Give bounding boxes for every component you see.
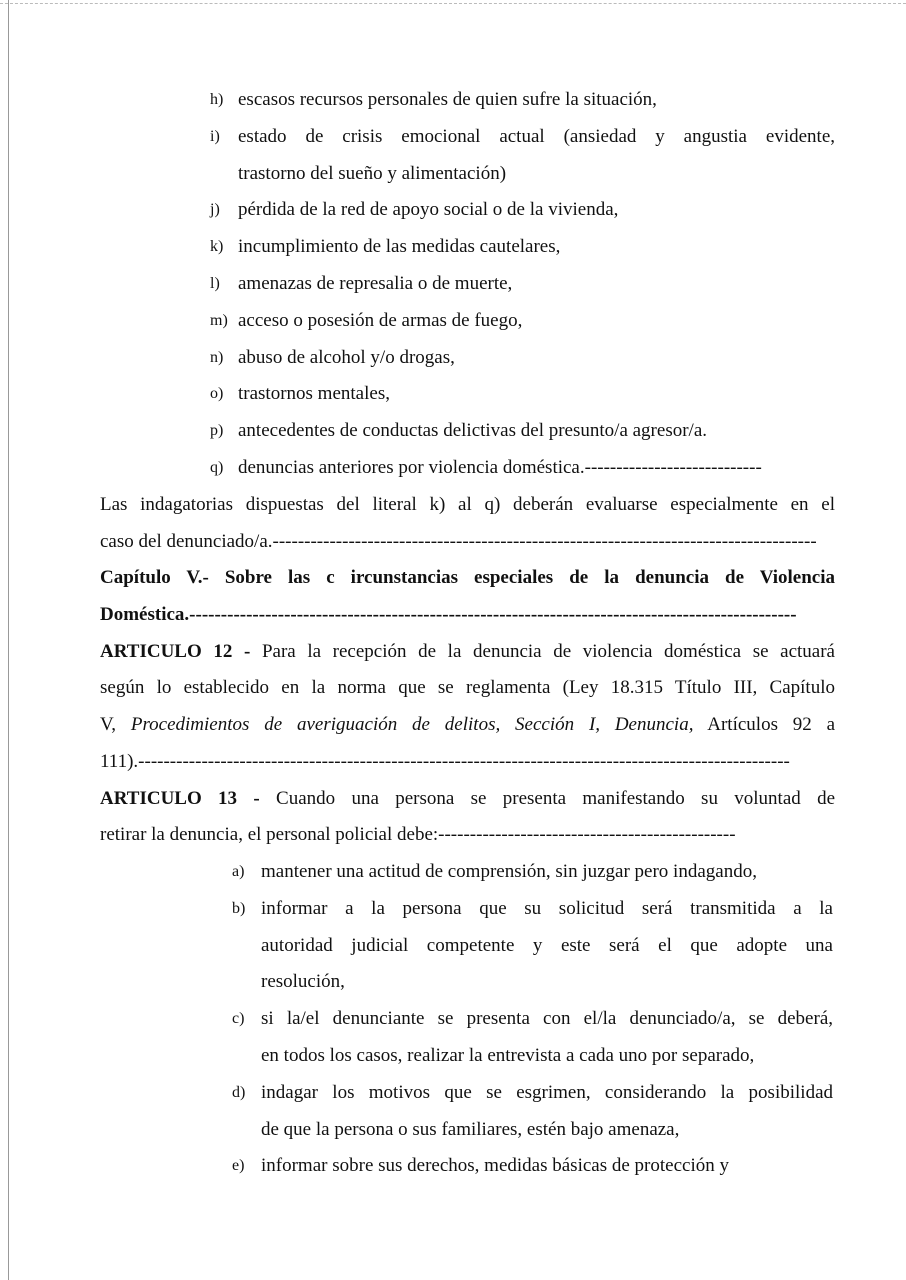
list-item-text: amenazas de represalia o de muerte, — [238, 273, 513, 294]
text: Artículos 92 a — [707, 714, 835, 735]
list-item-label: a) — [232, 863, 245, 880]
list-item-text: informar sobre sus derechos, medidas básicas de protección y — [261, 1155, 729, 1177]
list-item-label: o) — [210, 385, 224, 403]
chapter-heading: Doméstica.------------------------------------------------------------------------------------------------ — [100, 604, 797, 625]
article-12-text: Para la recepción de la denuncia de violencia doméstica se actuará — [261, 641, 835, 662]
article-12-line — [100, 713, 835, 737]
scan-top-edge — [0, 3, 906, 4]
paragraph-line: caso del denunciado/a.-------------------------------------------------------------------------------------- — [100, 531, 817, 552]
list-item-label: j) — [210, 201, 220, 219]
list-item-text: informar a la persona que su solicitud será transmitida a la — [261, 897, 833, 919]
list-item-text: mantener una actitud de comprensión, sin juzgar pero indagando, — [261, 861, 757, 882]
paragraph-line: Las indagatorias dispuestas del literal k) al q) deberán evaluarse especialmente en el — [100, 494, 835, 515]
list-item-text: escasos recursos personales de quien sufre la situación, — [238, 89, 657, 110]
scan-edge — [8, 0, 9, 1280]
list-item-label: p) — [210, 422, 224, 440]
list-item-text: si la/el denunciante se presenta con el/la denunciado/a, se deberá, — [261, 1008, 833, 1030]
list-item-label: q) — [210, 459, 224, 476]
list-item-label: k) — [210, 238, 224, 256]
article-13-line: retirar la denuncia, el personal policial debe:----------------------------------------------- — [100, 824, 736, 845]
list-item-label: c) — [232, 1010, 245, 1028]
chapter-heading: Capítulo V.- Sobre las c ircunstancias especiales de la denuncia de Violencia — [100, 567, 835, 588]
list-item-text: antecedentes de conductas delictivas del presunto/a agresor/a. — [238, 420, 707, 442]
list-item-label: i) — [210, 127, 220, 145]
list-item-text: acceso o posesión de armas de fuego, — [238, 309, 523, 331]
list-item-label: d) — [232, 1083, 246, 1101]
list-item-label: e) — [232, 1157, 245, 1175]
article-13-line — [100, 787, 835, 811]
list-item-text: denuncias anteriores por violencia doméstica.---------------------------- — [238, 457, 762, 478]
list-item-text: indagar los motivos que se esgrimen, considerando la posibilidad — [261, 1081, 833, 1103]
italic-text: Sección I, Denuncia, — [515, 714, 694, 735]
list-item-label: h) — [210, 91, 224, 108]
list-item-text: trastornos mentales, — [238, 383, 390, 405]
article-12-line: según lo establecido en la norma que se reglamenta (Ley 18.315 Título III, Capítulo — [100, 677, 835, 698]
list-item-text: estado de crisis emocional actual (ansiedad y angustia evidente, — [238, 125, 835, 147]
list-item-text: de que la persona o sus familiares, estén bajo amenaza, — [261, 1118, 680, 1140]
article-12-line: 111).------------------------------------------------------------------------------------------------------- — [100, 751, 790, 772]
list-item-text: resolución, — [261, 971, 345, 993]
list-item-text: en todos los casos, realizar la entrevista a cada uno por separado, — [261, 1045, 755, 1066]
list-item-text: trastorno del sueño y alimentación) — [238, 162, 507, 184]
article-13-heading: ARTICULO 13 - — [100, 788, 260, 809]
list-item-text: autoridad judicial competente y este será el que adopte una — [261, 934, 833, 956]
list-item-label: b) — [232, 899, 246, 917]
list-item-label: l) — [210, 275, 220, 292]
article-12-line — [100, 640, 835, 664]
italic-text: Procedimientos de averiguación de delitos, — [130, 714, 501, 735]
list-item-label: m) — [210, 311, 228, 329]
article-13-text: Cuando una persona se presenta manifestando su voluntad de — [276, 788, 835, 809]
list-item-text: pérdida de la red de apoyo social o de la vivienda, — [238, 199, 619, 221]
text: V, — [100, 714, 117, 735]
list-item-text: abuso de alcohol y/o drogas, — [238, 346, 455, 368]
list-item-text: incumplimiento de las medidas cautelares, — [238, 236, 561, 258]
article-12-heading: ARTICULO 12 - — [100, 641, 251, 662]
list-item-label: n) — [210, 348, 224, 366]
